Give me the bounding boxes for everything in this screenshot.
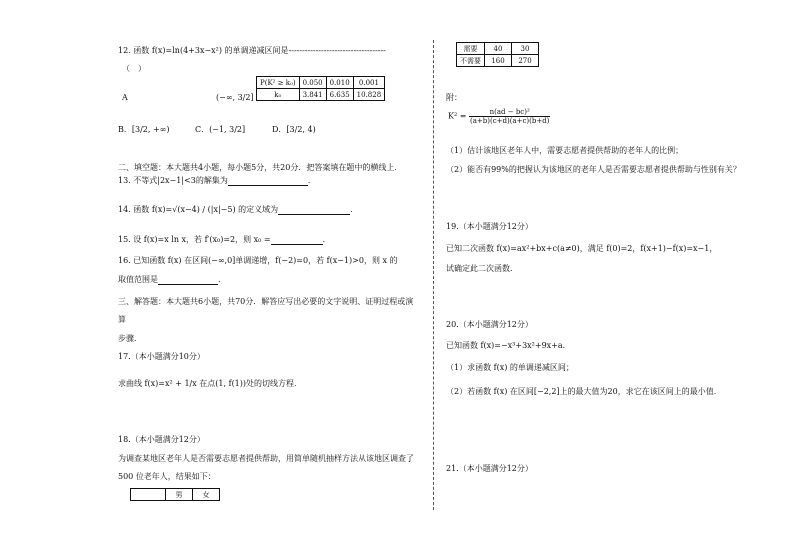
survey-cell: 不需要 [457,55,485,67]
q18-line1: 为调查某地区老年人是否需要志愿者提供帮助，用简单随机抽样方法从该地区调查了 [118,454,414,463]
k2-cell: k₀ [257,89,300,101]
section2-heading: 二、填空题：本大题共4小题，每小题5分，共20分．把答案填在题中的横线上． [118,163,403,172]
column-divider [433,40,434,510]
survey-cell: 需要 [457,43,485,55]
q17-body: 求曲线 f(x)=x² + 1/x 在点(1, f(1))处的切线方程． [118,379,303,388]
q16-line2: 取值范围是 ． [118,275,226,284]
k2-cell: P(K² ≥ k₀) [257,77,300,89]
q20-title: 20.（本小题满分12分） [446,320,533,329]
k2-formula [448,108,550,125]
section3-heading-cont: 算 [118,315,126,324]
q18-line2: 500 位老年人，结果如下： [118,472,216,481]
survey-header-cell: 男 [166,489,193,501]
q12-option-b: B．[3/2, +∞) [118,125,170,134]
survey-cell: 40 [485,43,512,55]
q12-option-a-value: (−∞, 3/2] [216,93,254,102]
k2-cell: 0.050 [299,77,326,89]
q12-option-c: C．(−1, 3/2] [195,125,246,134]
q12-option-a-label: A [122,93,128,102]
q13: 13. 不等式|2x−1|<3的解集为 ． [118,176,316,185]
q12-stem: 12. 函数 f(x)=ln(4+3x−x²) 的单调递减区间是------------------------------------ [118,46,386,55]
k2-cell: 10.828 [353,89,385,101]
q21-title: 21.（本小题满分12分） [446,464,533,473]
section3-heading: 三、解答题：本大题共6小题，共70分．解答应写出必要的文字说明、证明过程或演 [118,297,414,306]
formula-denominator: (a+b)(c+d)(a+c)(b+d) [469,117,550,125]
survey-cell: 270 [512,55,539,67]
k2-critical-table [256,76,385,101]
q18-sub1: （1）估计该地区老年人中，需要志愿者提供帮助的老年人的比例； [446,146,684,155]
survey-header-cell: 女 [193,489,220,501]
formula-numerator: n(ad − bc)² [469,108,550,117]
q20-line1: 已知函数 f(x)=−x³+3x²+9x+a． [446,341,571,350]
q14: 14. 函数 f(x)=√(x−4) / (|x|−5) 的定义域为 ． [118,205,359,214]
q20-sub2: （2）若函数 f(x) 在区间[−2,2]上的最大值为20，求它在该区间上的最小值． [446,387,722,396]
q19-title: 19.（本小题满分12分） [446,222,533,231]
q18-survey-table-body [456,42,539,67]
q16-line1: 16. 已知函数 f(x) 在区间(−∞,0]单调递增，f(−2)=0，若 f(x−1)>0，则 x 的 [118,256,398,265]
k2-cell: 0.001 [353,77,385,89]
survey-cell: 160 [485,55,512,67]
k2-cell: 0.010 [326,77,353,89]
survey-header-cell [131,489,166,501]
q18-survey-table-header [130,488,220,501]
formula-fraction [469,108,550,125]
appendix-label: 附： [446,93,462,102]
q12-paren: （ ） [122,64,146,73]
k2-cell: 6.635 [326,89,353,101]
q19-line2: 试确定此二次函数． [446,264,518,273]
q20-sub1: （1）求函数 f(x) 的单调递减区间； [446,363,574,372]
survey-cell: 30 [512,43,539,55]
q12-option-d: D．[3/2, 4) [272,125,316,134]
q18-sub2: （2）能否有99%的把握认为该地区的老年人是否需要志愿者提供帮助与性别有关？ [446,165,741,174]
q18-title: 18.（本小题满分12分） [118,435,205,444]
q17-title: 17.（本小题满分10分） [118,352,205,361]
q19-line1: 已知二次函数 f(x)=ax²+bx+c(a≠0)，满足 f(0)=2，f(x+1)−f(x)=x−1， [446,244,718,253]
k2-cell: 3.841 [299,89,326,101]
section3-heading-cont2: 步骤． [118,334,142,343]
formula-lhs: K² = [448,111,467,121]
q15: 15. 设 f(x)=x ln x，若 f′(x₀)=2，则 x₀ = ． [118,235,331,244]
